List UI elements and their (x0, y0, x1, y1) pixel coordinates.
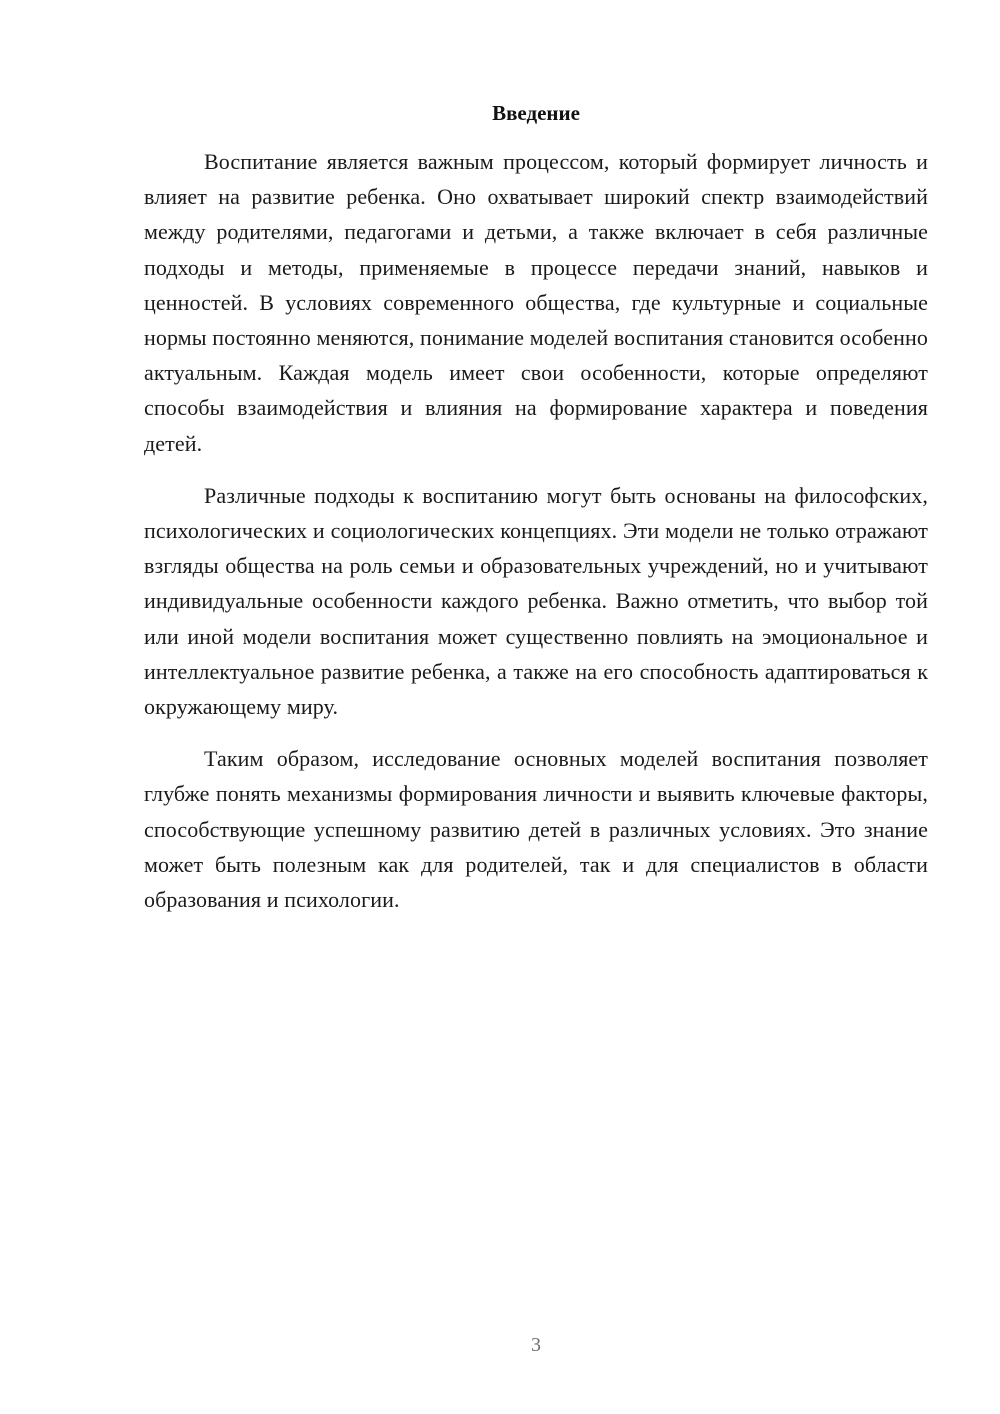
page-content (144, 96, 928, 917)
page-number: 3 (531, 1334, 541, 1356)
paragraph-2: Различные подходы к воспитанию могут быть основаны на философских, психологических и социологических концепциях. Эти модели не только отражают взгляды общества на роль семьи и образовательных учреждений, но и учитывают индивидуальные особенности каждого ребенка. Важно отметить, что выбор той или иной модели воспитания может существенно повлиять на эмоциональное и интеллектуальное развитие ребенка, а также на его способность адаптироваться к окружающему миру. (144, 482, 928, 720)
section-title: Введение (492, 101, 580, 125)
paragraph-3: Таким образом, исследование основных моделей воспитания позволяет глубже понять механизмы формирования личности и выявить ключевые факторы, способствующие успешному развитию детей в различных условиях. Это знание может быть полезным как для родителей, так и для специалистов в области образования и психологии. (144, 746, 928, 913)
paragraph-1: Воспитание является важным процессом, который формирует личность и влияет на развитие ребенка. Оно охватывает широкий спектр взаимодействий между родителями, педагогами и детьми, а также включает в себя различные подходы и методы, применяемые в процессе передачи знаний, навыков и ценностей. В условиях современного общества, где культурные и социальные нормы постоянно меняются, понимание моделей воспитания становится особенно актуальным. Каждая модель имеет свои особенности, которые определяют способы взаимодействия и влияния на формирование характера и поведения детей. (144, 149, 928, 456)
